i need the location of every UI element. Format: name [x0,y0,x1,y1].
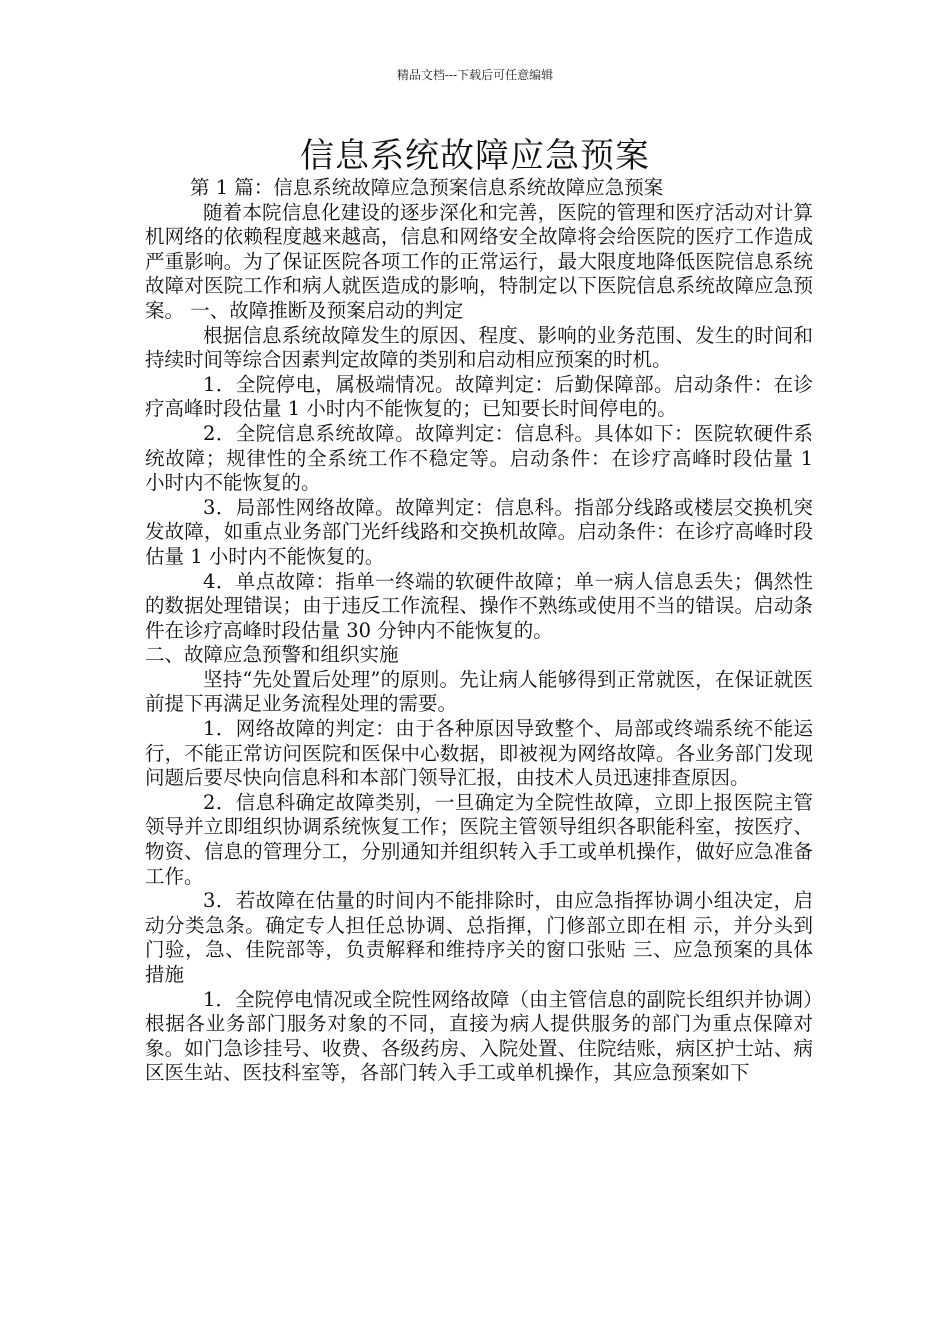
body-paragraph: 坚持“先处置后处理”的原则。先让病人能够得到正常就医，在保证就医前提下再满足业务流程处理的需要。 [145,667,813,716]
document-subtitle: 第 1 篇：信息系统故障应急预案信息系统故障应急预案 [190,176,664,199]
document-body [145,176,813,1086]
body-paragraph: 4．单点故障：指单一终端的软硬件故障；单一病人信息丢失；偶然性的数据处理错误；由于违反工作流程、操作不熟练或使用不当的错误。启动条件在诊疗高峰时段估量 30 分钟内不能恢复的。 [145,569,813,642]
body-paragraph: 1．全院停电情况或全院性网络故障（由主管信息的副院长组织并协调）根据各业务部门服务对象的不同，直接为病人提供服务的部门为重点保障对象。如门急诊挂号、收费、各级药房、入院处置、住院结账，病区护士站、病区医生站、医技科室等，各部门转入手工或单机操作，其应急预案如下 [145,987,813,1085]
document-title: 信息系统故障应急预案 [300,136,650,176]
body-paragraph: 2．全院信息系统故障。故障判定：信息科。具体如下：医院软硬件系统故障；规律性的全系统工作不稳定等。启动条件：在诊疗高峰时段估量 1 小时内不能恢复的。 [145,421,813,495]
body-paragraph: 3．局部性网络故障。故障判定：信息科。指部分线路或楼层交换机突发故障，如重点业务部门光纤线路和交换机故障。启动条件：在诊疗高峰时段估量 1 小时内不能恢复的。 [145,495,813,568]
body-paragraph: 3．若故障在估量的时间内不能排除时，由应急指挥协调小组决定，启动分类急条。确定专人担任总协调、总指揮，门修部立即在相 示，并分头到门验，急、佳院部等，负责解释和维持序关的窗口张贴 三、应急预案的具体措施 [145,889,813,986]
body-paragraph: 随着本院信息化建设的逐步深化和完善，医院的管理和医疗活动对计算机网络的依赖程度越来越高，信息和网络安全故障将会给医院的医疗工作造成严重影响。为了保证医院各项工作的正常运行，最大限度地降低医院信息系统故障对医院工作和病人就医造成的影响，特制定以下医院信息系统故障应急预案。 一、故障推断及预案启动的判定 [145,200,813,322]
page-header: 精品文档---下载后可任意编辑 [396,68,554,82]
body-paragraph: 2．信息科确定故障类别，一旦确定为全院性故障，立即上报医院主管领导并立即组织协调系统恢复工作；医院主管领导组织各职能科室，按医疗、物资、信息的管理分工，分别通知并组织转入手工或单机操作，做好应急准备工作。 [145,790,813,888]
body-paragraph: 根据信息系统故障发生的原因、程度、影响的业务范围、发生的时间和持续时间等综合因素判定故障的类别和启动相应预案的时机。 [145,323,813,372]
body-paragraph: 1．网络故障的判定：由于各种原因导致整个、局部或终端系统不能运行，不能正常访问医院和医保中心数据，即被视为网络故障。各业务部门发现问题后要尽快向信息科和本部门领导汇报，由技术人员迅速排查原因。 [145,717,813,790]
section-heading: 二、故障应急预警和组织实施 [145,643,399,667]
body-paragraph: 1．全院停电，属极端情况。故障判定：后勤保障部。启动条件：在诊疗高峰时段估量 1 小时内不能恢复的；已知要长时间停电的。 [145,372,813,421]
